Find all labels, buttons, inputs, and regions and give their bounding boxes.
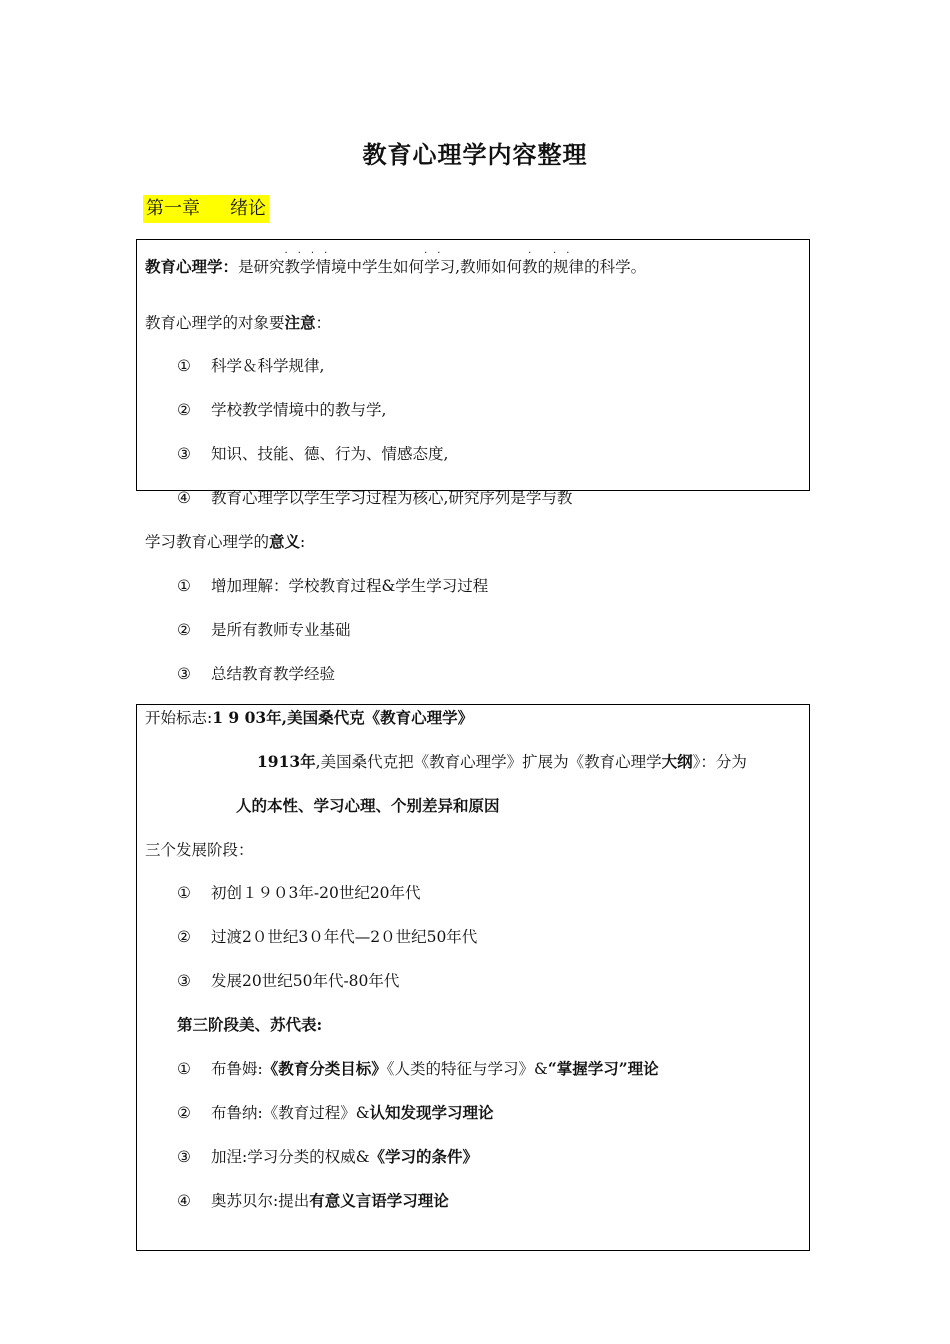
object-note-bold: 注意 bbox=[284, 313, 316, 332]
item-number: ① bbox=[177, 884, 191, 902]
definition-text: 中学生如何 bbox=[346, 258, 425, 276]
significance-suffix: : bbox=[300, 533, 306, 551]
list-item bbox=[177, 620, 351, 640]
significance-prefix: 学习教育心理学的 bbox=[145, 533, 270, 551]
item-text: 是所有教师专业基础 bbox=[211, 621, 351, 639]
item-number: ③ bbox=[177, 665, 191, 683]
chapter-heading bbox=[143, 195, 269, 223]
item-number: ④ bbox=[177, 1192, 191, 1210]
list-item bbox=[177, 1059, 659, 1079]
dotted-emphasis: 教学情境 ···· bbox=[284, 248, 347, 276]
expand-content-text: 人的本性、学习心理、个别差异和原因 bbox=[236, 796, 500, 815]
third-stage-label bbox=[177, 1015, 322, 1035]
item-text: 科学＆科学规律, bbox=[211, 357, 325, 375]
item-text: 奥苏贝尔:提出 bbox=[211, 1192, 310, 1210]
item-text: 初创１９０3年-20世纪20年代 bbox=[211, 884, 421, 902]
item-text: 《人类的特征与学习》& bbox=[386, 1060, 548, 1078]
item-number: ① bbox=[177, 357, 191, 375]
list-item bbox=[177, 1103, 494, 1123]
significance-bold: 意义 bbox=[269, 532, 301, 551]
item-number: ② bbox=[177, 621, 191, 639]
item-text: 布鲁姆: bbox=[211, 1060, 263, 1078]
item-text: 增加理解：学校教育过程&学生学习过程 bbox=[211, 577, 489, 595]
expand-content bbox=[236, 796, 500, 816]
history-expand bbox=[257, 752, 747, 772]
emphasis-text: 教 bbox=[522, 258, 538, 276]
list-item bbox=[177, 576, 488, 596]
item-number: ③ bbox=[177, 972, 191, 990]
item-number: ③ bbox=[177, 1148, 191, 1166]
definition-text: 的 bbox=[537, 258, 554, 276]
item-number: ② bbox=[177, 401, 191, 419]
page-title: 教育心理学内容整理 bbox=[362, 140, 588, 169]
list-item bbox=[177, 971, 399, 991]
item-bold: 有意义言语学习理论 bbox=[309, 1191, 449, 1210]
emphasis-text: 学习 bbox=[424, 258, 456, 276]
emphasis-text: 规律 bbox=[553, 258, 585, 276]
expand-text: 》：分为 bbox=[692, 753, 747, 771]
item-number: ① bbox=[177, 1060, 191, 1078]
list-item bbox=[177, 488, 572, 508]
item-text: 布鲁纳:《教育过程》& bbox=[211, 1104, 370, 1122]
definition-line bbox=[145, 248, 647, 277]
expand-bold: 大纲 bbox=[661, 752, 693, 771]
definition-text: 的科学。 bbox=[584, 258, 647, 276]
item-text: 总结教育教学经验 bbox=[211, 665, 336, 683]
dotted-emphasis: 教 · bbox=[522, 248, 538, 276]
definition-text: 是研究 bbox=[238, 258, 285, 276]
definition-term: 教育心理学： bbox=[145, 257, 239, 276]
item-number: ③ bbox=[177, 445, 191, 463]
stages-label: 三个发展阶段： bbox=[145, 841, 254, 859]
list-item bbox=[177, 1147, 478, 1167]
item-bold: 认知发现学习理论 bbox=[369, 1103, 494, 1122]
item-text: 发展20世纪50年代-80年代 bbox=[211, 972, 400, 990]
list-item bbox=[177, 356, 324, 376]
list-item bbox=[177, 444, 448, 464]
dotted-emphasis: 学习 ·· bbox=[424, 248, 456, 276]
emphasis-text: 教学情境 bbox=[284, 258, 347, 276]
list-item bbox=[177, 1191, 449, 1211]
start-prefix: 开始标志: bbox=[145, 709, 213, 727]
item-bold: 《学习的条件》 bbox=[369, 1147, 479, 1166]
item-text: 加涅:学习分类的权威& bbox=[211, 1148, 370, 1166]
item-bold: “掌握学习”理论 bbox=[547, 1059, 659, 1078]
item-number: ② bbox=[177, 928, 191, 946]
item-text: 过渡2０世纪3０年代—2０世纪50年代 bbox=[211, 928, 478, 946]
dotted-emphasis: 规律 ·· bbox=[553, 248, 585, 276]
chapter-label: 第一章 bbox=[146, 198, 200, 219]
expand-text: ,美国桑代克把《教育心理学》扩展为《教育心理学 bbox=[315, 753, 662, 771]
list-item bbox=[177, 664, 335, 684]
chapter-name: 绪论 bbox=[230, 198, 266, 219]
item-bold: 《教育分类目标》 bbox=[262, 1059, 387, 1078]
history-start bbox=[145, 708, 473, 728]
item-text: 知识、技能、德、行为、情感态度, bbox=[211, 445, 449, 463]
item-text: 教育心理学以学生学习过程为核心,研究序列是学与教 bbox=[211, 489, 573, 507]
third-stage-text: 第三阶段美、苏代表: bbox=[177, 1015, 323, 1034]
object-note-suffix: ： bbox=[315, 314, 332, 332]
item-text: 学校教学情境中的教与学, bbox=[211, 401, 387, 419]
item-number: ① bbox=[177, 577, 191, 595]
list-item bbox=[177, 400, 386, 420]
item-number: ④ bbox=[177, 489, 191, 507]
object-note bbox=[145, 313, 331, 333]
definition-text: ,教师如何 bbox=[455, 258, 523, 276]
significance-heading bbox=[145, 532, 305, 552]
item-number: ② bbox=[177, 1104, 191, 1122]
expand-year: 1913年 bbox=[257, 752, 316, 771]
object-note-prefix: 教育心理学的对象要 bbox=[145, 314, 285, 332]
list-item bbox=[177, 927, 477, 947]
list-item bbox=[177, 883, 421, 903]
start-bold: 1 9 03年,美国桑代克《教育心理学》 bbox=[212, 708, 474, 727]
